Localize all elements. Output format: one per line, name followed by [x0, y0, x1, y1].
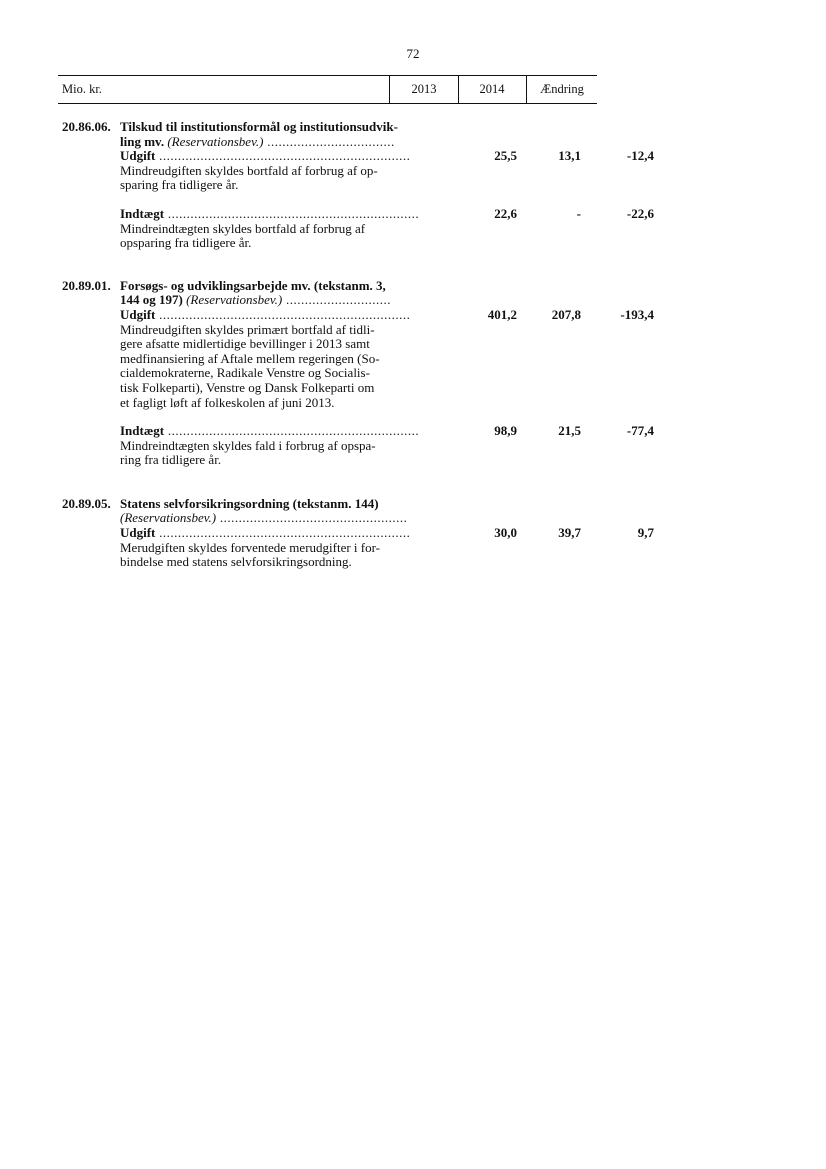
note-line: Mindreindtægten skyldes fald i forbrug af opspa- — [120, 437, 376, 453]
leader-dots: ................................................................... — [155, 149, 411, 164]
table-row — [120, 423, 654, 439]
leader-dots: .................................................. — [216, 510, 408, 526]
reservation-note: (Reservationsbev.) — [120, 510, 217, 526]
entry-title-line: Tilskud til institutionsformål og institutionsudvik- — [120, 119, 398, 134]
row-label: Indtægt — [120, 424, 165, 439]
table-row — [120, 306, 654, 323]
entry-title — [120, 497, 447, 526]
entry-title — [120, 120, 447, 149]
page-number: 72 — [406, 46, 420, 61]
column-2014: 2014 — [458, 76, 527, 103]
entry-code: 20.86.06. — [62, 119, 111, 134]
entry — [62, 277, 654, 468]
leader-dots: ................................................................... — [155, 526, 411, 541]
note-line: sparing fra tidligere år. — [120, 177, 239, 193]
table-row — [120, 148, 654, 164]
leader-dots: ................................................................... — [164, 424, 420, 439]
leader-dots: ................................................................... — [155, 307, 411, 322]
entry-code: 20.89.01. — [62, 277, 111, 293]
note-line: Mindreudgiften skyldes primært bortfald af tidli- — [120, 321, 375, 337]
entry-title-line: 144 og 197) — [120, 292, 183, 308]
entry-code: 20.89.05. — [62, 495, 111, 511]
value-2014: - — [576, 205, 581, 221]
value-change: -77,4 — [626, 423, 654, 439]
note-line: gere afsatte midlertidige bevillinger i 2013 samt — [120, 336, 370, 352]
entry — [62, 119, 654, 251]
value-change: 9,7 — [637, 525, 654, 541]
value-change: -12,4 — [626, 148, 654, 164]
note-line: et fagligt løft af folkeskolen af juni 2013. — [120, 394, 335, 410]
row-label: Indtægt — [120, 206, 165, 221]
entry-title — [120, 279, 447, 308]
column-2013: 2013 — [389, 76, 459, 103]
row-note — [120, 164, 392, 193]
row-note — [120, 323, 392, 411]
row-note — [120, 541, 392, 570]
row-label: Udgift — [120, 307, 156, 322]
row-note — [120, 222, 392, 251]
value-2013: 22,6 — [494, 205, 517, 221]
value-change: -22,6 — [626, 205, 654, 221]
note-line: Merudgiften skyldes forventede merudgifter i for- — [120, 539, 381, 555]
note-line: medfinansiering af Aftale mellem regeringen (So- — [120, 350, 380, 366]
note-line: tisk Folkeparti), Venstre og Dansk Folkeparti om — [120, 379, 375, 395]
value-2013: 25,5 — [494, 148, 517, 164]
entry — [62, 495, 654, 570]
table-header — [58, 75, 597, 104]
entry-title-line: ling mv. — [120, 133, 165, 149]
note-line: Mindreindtægten skyldes bortfald af forbrug af — [120, 220, 366, 236]
row-label: Udgift — [120, 149, 156, 164]
table-row — [120, 525, 654, 541]
value-change: -193,4 — [620, 306, 654, 322]
note-line: opsparing fra tidligere år. — [120, 235, 252, 251]
value-2013: 401,2 — [487, 306, 517, 322]
table-row — [120, 205, 654, 222]
value-2014: 13,1 — [558, 148, 581, 164]
entry-title-line: Forsøgs- og udviklingsarbejde mv. (tekstanm. 3, — [120, 277, 386, 293]
column-change: Ændring — [540, 82, 584, 96]
value-2013: 30,0 — [494, 525, 517, 541]
note-line: bindelse med statens selvforsikringsordning. — [120, 554, 352, 570]
value-2014: 207,8 — [551, 306, 581, 322]
reservation-note: (Reservationsbev.) — [167, 133, 264, 149]
leader-dots: .................................. — [263, 133, 395, 149]
entries — [62, 119, 654, 600]
leader-dots: ............................ — [282, 292, 391, 308]
note-line: Mindreudgiften skyldes bortfald af forbrug af op- — [120, 162, 378, 178]
value-2014: 21,5 — [558, 423, 581, 439]
row-note — [120, 439, 392, 468]
unit-label: Mio. kr. — [62, 82, 102, 96]
note-line: ring fra tidligere år. — [120, 452, 222, 468]
entry-title-line: Statens selvforsikringsordning (tekstanm. 144) — [120, 495, 379, 511]
note-line: cialdemokraterne, Radikale Venstre og Socialis- — [120, 365, 370, 381]
leader-dots: ................................................................... — [164, 206, 420, 221]
row-label: Udgift — [120, 526, 156, 541]
value-2014: 39,7 — [558, 525, 581, 541]
value-2013: 98,9 — [494, 423, 517, 439]
reservation-note: (Reservationsbev.) — [186, 292, 283, 308]
